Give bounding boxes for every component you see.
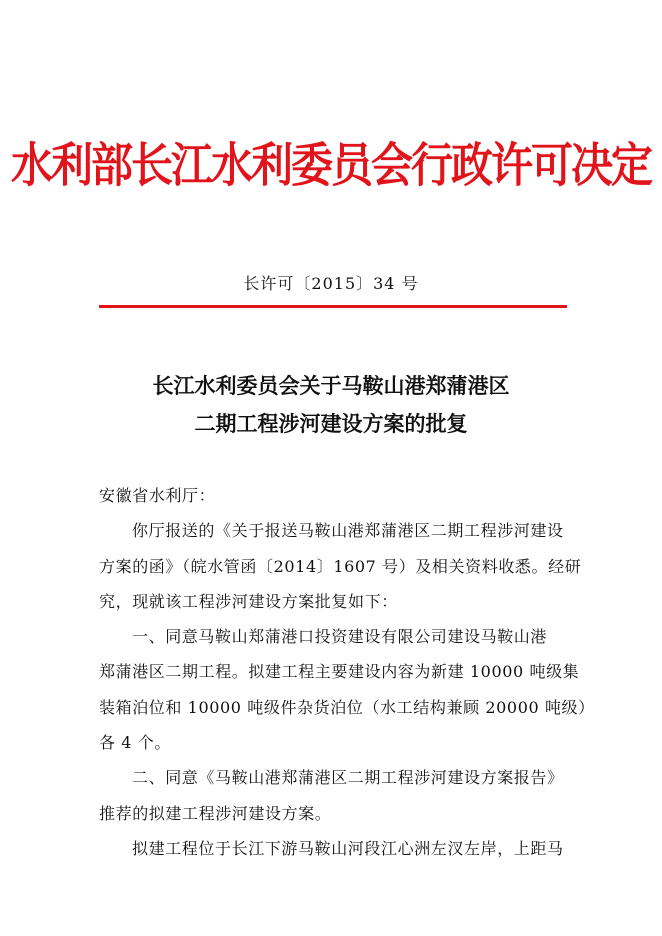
paragraph-item-1 xyxy=(99,619,595,760)
subject-heading xyxy=(0,367,662,443)
paragraph-item-2 xyxy=(99,760,573,831)
subject-line-1: 长江水利委员会关于马鞍山港郑蒲港区 xyxy=(152,374,510,398)
paragraph-line: 二、同意《马鞍山港郑蒲港区二期工程涉河建设方案报告》 xyxy=(132,768,564,788)
letter-body xyxy=(99,478,595,866)
subject-line-2: 二期工程涉河建设方案的批复 xyxy=(194,412,468,436)
document-number: 长许可〔2015〕34 号 xyxy=(243,274,419,293)
paragraph-line: 郑蒲港区二期工程。拟建工程主要建设内容为新建 10000 吨级集 xyxy=(99,662,580,682)
paragraph-line: 推荐的拟建工程涉河建设方案。 xyxy=(99,803,332,823)
paragraph-line: 一、同意马鞍山郑蒲港口投资建设有限公司建设马鞍山港 xyxy=(132,627,548,647)
salutation xyxy=(99,478,573,513)
paragraph-line: 拟建工程位于长江下游马鞍山河段江心洲左汊左岸，上距马 xyxy=(132,838,564,858)
paragraph-location xyxy=(99,831,573,866)
issuer-title: 水利部长江水利委员会行政许可决定 xyxy=(10,138,651,193)
paragraph-line: 你厅报送的《关于报送马鞍山港郑蒲港区二期工程涉河建设 xyxy=(132,521,564,541)
salutation-text: 安徽省水利厅： xyxy=(99,486,216,505)
paragraph-line: 各 4 个。 xyxy=(99,733,171,753)
red-divider xyxy=(99,305,567,308)
paragraph-line: 装箱泊位和 10000 吨级件杂货泊位（水工结构兼顾 20000 吨级） xyxy=(99,697,595,717)
paragraph-line: 究，现就该工程涉河建设方案批复如下： xyxy=(99,591,398,611)
paragraph-intro xyxy=(99,513,582,619)
paragraph-line: 方案的函》（皖水管函〔2014〕1607 号）及相关资料收悉。经研 xyxy=(99,556,582,576)
